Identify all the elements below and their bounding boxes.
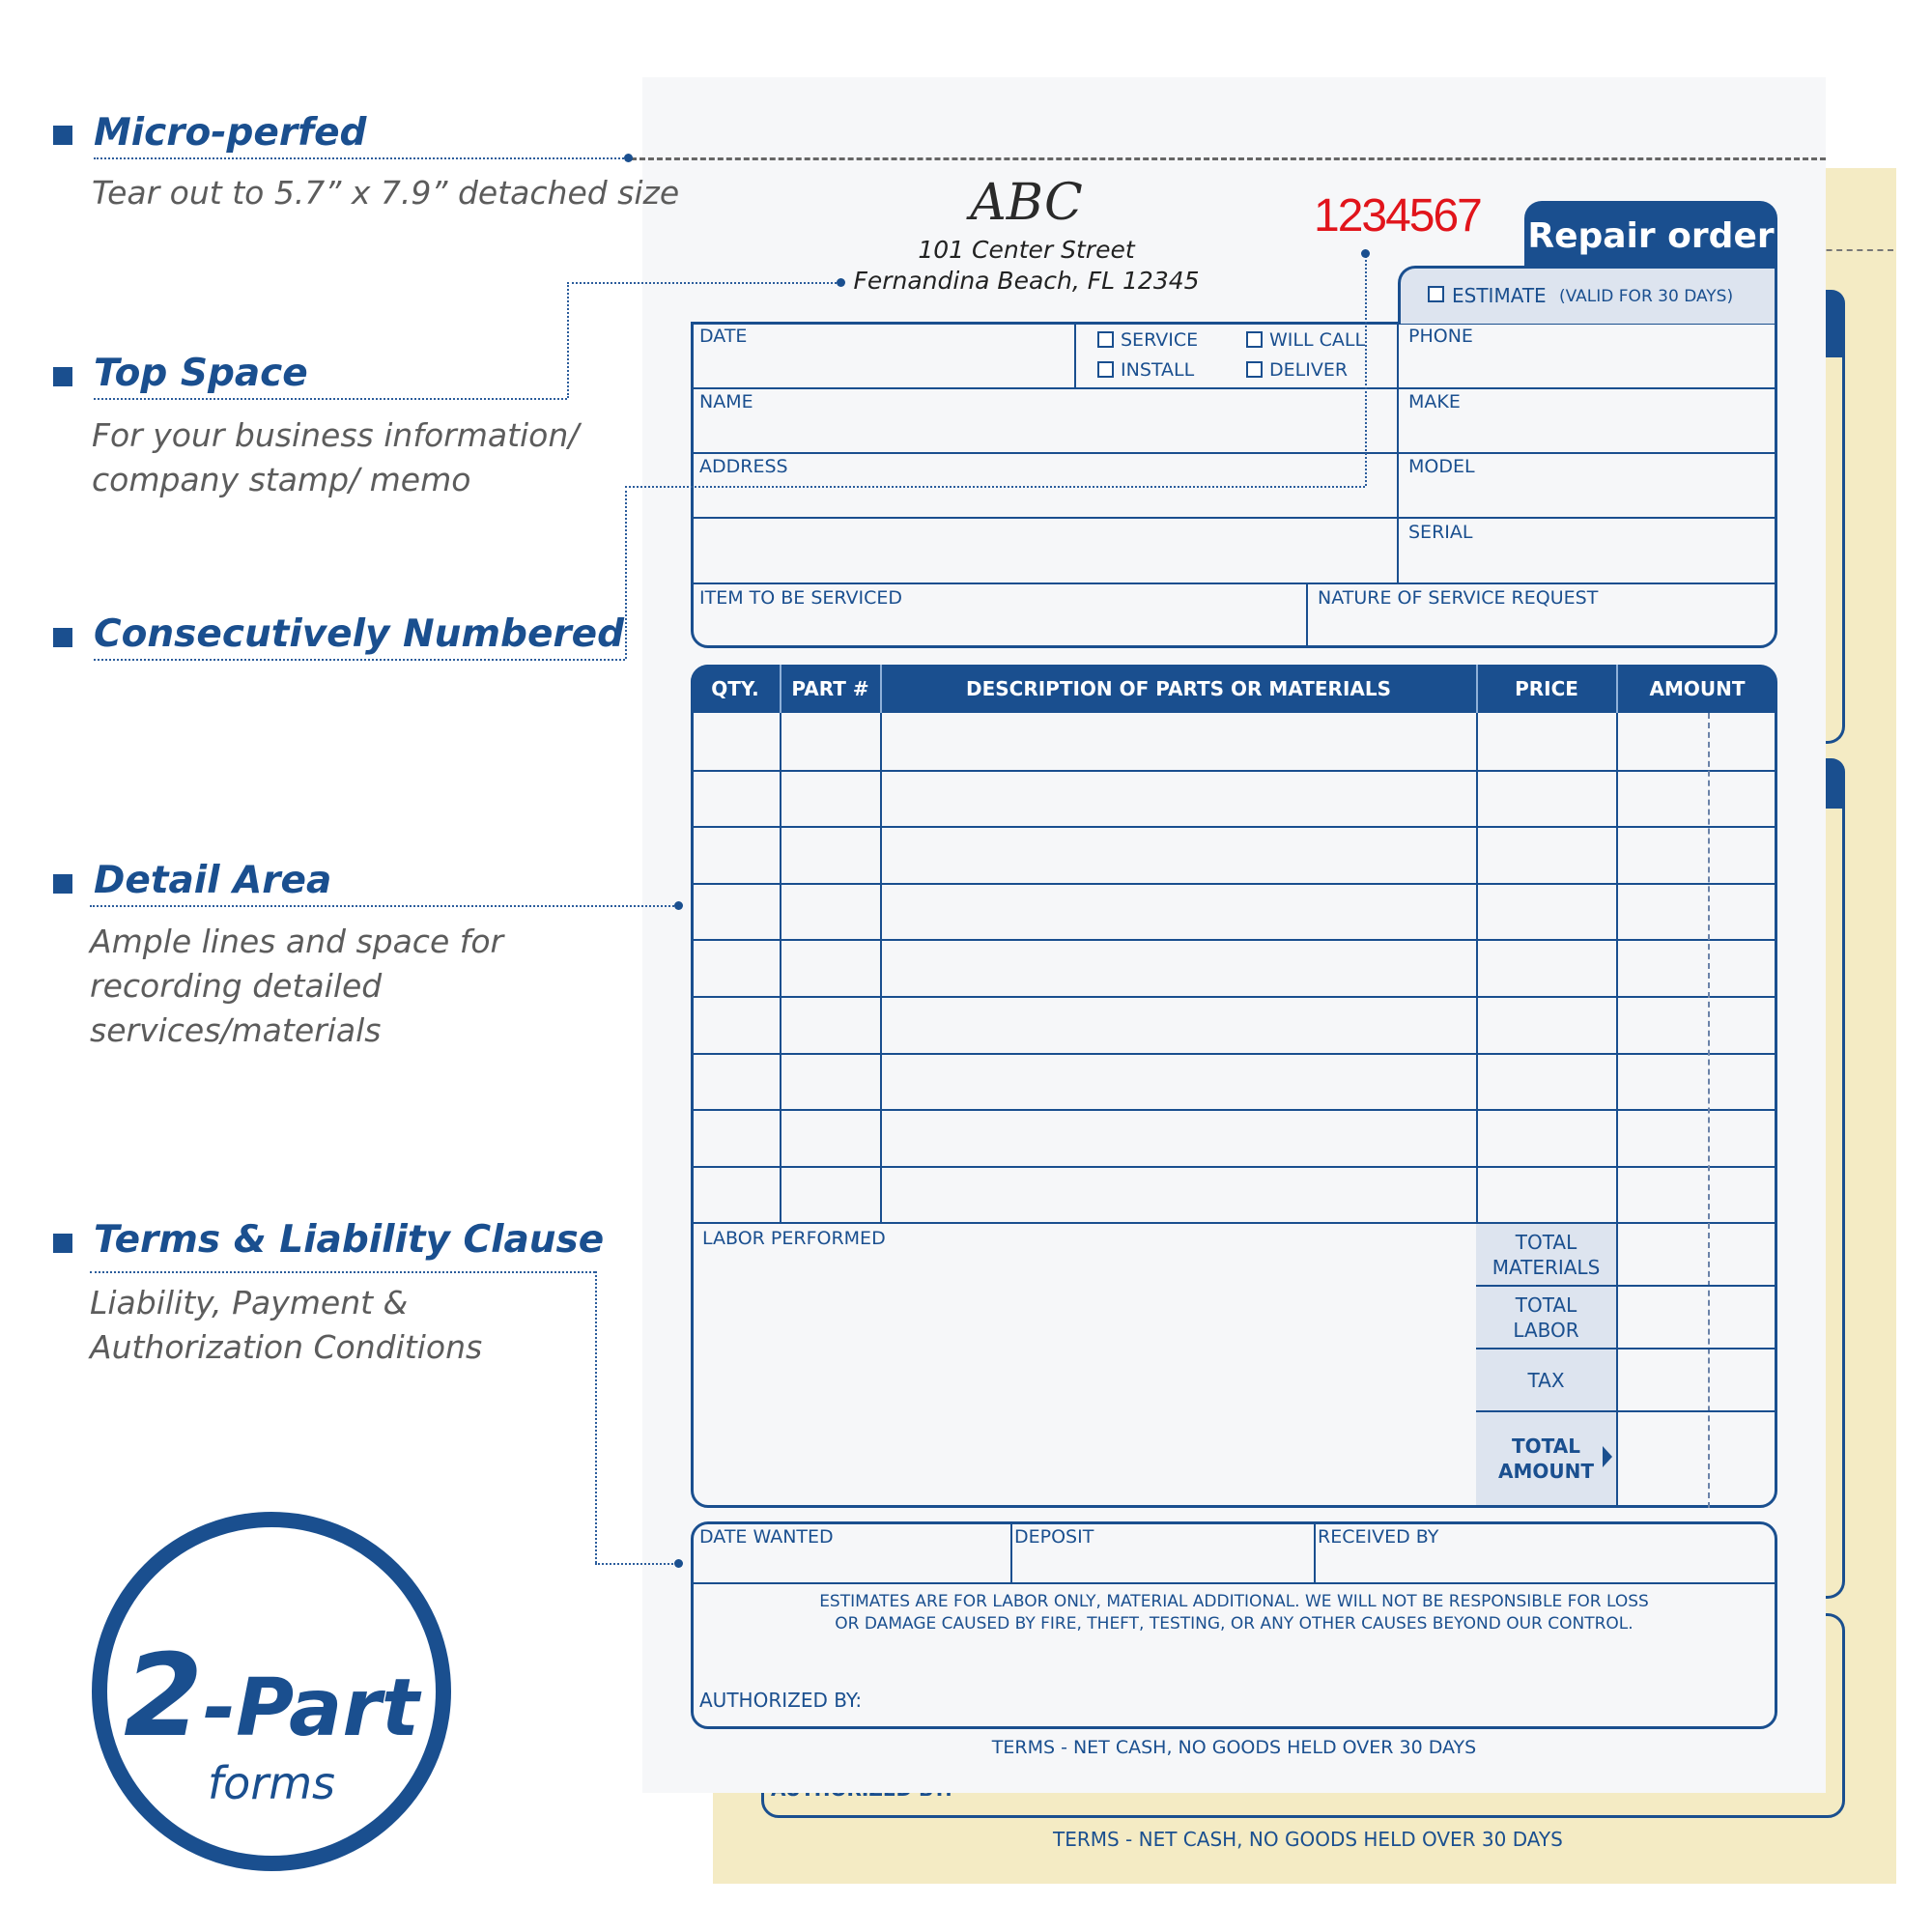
table-row-line	[691, 770, 1777, 772]
callout-dot-detail-area	[674, 901, 683, 910]
feature-desc-terms-2: Authorization Conditions	[90, 1328, 483, 1366]
deliver-label: DELIVER	[1269, 359, 1349, 381]
total-amount-arrow-icon	[1603, 1446, 1612, 1467]
callout-dot-top-space	[837, 278, 845, 287]
feature-title-detail-area: Detail Area	[94, 859, 332, 902]
table-row-line	[691, 826, 1777, 828]
service-label: SERVICE	[1121, 329, 1199, 351]
feature-desc-detail-area-3: services/materials	[90, 1011, 382, 1049]
table-row-line	[691, 939, 1777, 941]
callout-line-numbered-c	[625, 486, 1365, 488]
total-amount-line2: AMOUNT	[1497, 1460, 1594, 1483]
feature-desc-top-space-1: For your business information/	[92, 416, 580, 454]
callout-line-top-space-b	[567, 282, 569, 398]
disclaimer-line1: ESTIMATES ARE FOR LABOR ONLY, MATERIAL ADDITIONAL. WE WILL NOT BE RESPONSIBLE FOR LOSS	[819, 1592, 1649, 1611]
labor-performed-label: LABOR PERFORMED	[702, 1228, 886, 1249]
terms-text: TERMS - NET CASH, NO GOODS HELD OVER 30 DAYS	[991, 1737, 1477, 1758]
callout-line-top-space-c	[567, 282, 840, 284]
row-line-3	[691, 517, 1777, 519]
badge-number: 2	[124, 1629, 204, 1762]
bottom-divider-2	[1314, 1521, 1316, 1582]
serial-number: 1234567	[1314, 190, 1481, 242]
feature-desc-top-space-2: company stamp/ memo	[92, 461, 471, 498]
callout-dot-terms	[674, 1559, 683, 1568]
total-amount-line1: TOTAL	[1512, 1435, 1580, 1458]
callout-line-micro-perfed	[94, 157, 628, 159]
total-labor-line1: TOTAL	[1515, 1293, 1577, 1317]
callout-line-numbered-d	[1365, 253, 1367, 486]
feature-bullet-4	[53, 874, 72, 894]
header-amount: AMOUNT	[1649, 677, 1746, 700]
callout-dot-micro-perfed	[624, 154, 633, 162]
callout-dot-numbered	[1361, 249, 1370, 258]
company-address-line2: Fernandina Beach, FL 12345	[853, 267, 1200, 295]
bottom-divider-1	[1010, 1521, 1012, 1582]
row-line-1	[691, 387, 1777, 389]
feature-desc-terms-1: Liability, Payment &	[90, 1284, 409, 1321]
item-to-be-serviced-label: ITEM TO BE SERVICED	[699, 587, 903, 609]
feature-bullet-2	[53, 367, 72, 386]
install-label: INSTALL	[1121, 359, 1195, 381]
disclaimer-line2: OR DAMAGE CAUSED BY FIRE, THEFT, TESTING, OR ANY OTHER CAUSES BEYOND OUR CONTROL.	[835, 1614, 1634, 1634]
table-row-line	[691, 1053, 1777, 1055]
total-materials-line2: MATERIALS	[1492, 1255, 1601, 1279]
table-row-line	[691, 883, 1777, 885]
model-label: MODEL	[1408, 456, 1475, 477]
form-title-tab: Repair order	[1524, 201, 1777, 270]
nature-of-service-label: NATURE OF SERVICE REQUEST	[1318, 587, 1599, 609]
divider-item-nature	[1306, 582, 1308, 648]
header-description: DESCRIPTION OF PARTS OR MATERIALS	[965, 677, 1392, 700]
company-name: ABC	[970, 174, 1083, 232]
feature-desc-micro-perfed: Tear out to 5.7” x 7.9” detached size	[92, 174, 680, 212]
total-labor-cell	[1476, 1287, 1616, 1348]
callout-line-detail-area	[90, 905, 677, 907]
date-label: DATE	[699, 326, 748, 347]
service-checkbox[interactable]	[1097, 331, 1114, 348]
install-checkbox[interactable]	[1097, 361, 1114, 378]
serial-label: SERIAL	[1408, 522, 1473, 543]
authorized-by-label: AUTHORIZED BY:	[699, 1689, 863, 1712]
feature-desc-detail-area-1: Ample lines and space for	[90, 923, 504, 960]
feature-desc-detail-area-2: recording detailed	[90, 967, 383, 1005]
table-row-line	[691, 1166, 1777, 1168]
make-label: MAKE	[1408, 391, 1461, 412]
col-line-price	[1616, 713, 1618, 1508]
feature-bullet-3	[53, 628, 72, 647]
feature-title-micro-perfed: Micro-perfed	[94, 111, 367, 155]
date-wanted-label: DATE WANTED	[699, 1526, 834, 1548]
total-amount-cell	[1476, 1412, 1616, 1505]
badge-subtitle: forms	[207, 1757, 336, 1809]
will-call-checkbox[interactable]	[1246, 331, 1263, 348]
callout-line-terms-b	[595, 1271, 597, 1563]
tax-cell	[1476, 1350, 1616, 1410]
callout-line-terms-a	[90, 1271, 595, 1273]
feature-title-terms: Terms & Liability Clause	[94, 1218, 605, 1262]
estimate-label: ESTIMATE	[1452, 284, 1547, 307]
feature-title-top-space: Top Space	[94, 352, 308, 395]
table-row-line	[691, 996, 1777, 998]
header-qty: QTY.	[711, 677, 759, 700]
name-label: NAME	[699, 391, 753, 412]
total-materials-cell	[1476, 1224, 1616, 1285]
estimate-note: (VALID FOR 30 DAYS)	[1559, 287, 1734, 306]
col-line-part	[880, 713, 882, 1223]
feature-bullet-1	[53, 126, 72, 145]
col-line-qty	[780, 713, 781, 1223]
col-line-cents	[1708, 713, 1710, 1508]
feature-bullet-5	[53, 1234, 72, 1253]
callout-line-terms-c	[595, 1563, 677, 1565]
back-perforation-line	[1816, 249, 1893, 251]
feature-title-consecutively-numbered: Consecutively Numbered	[94, 612, 624, 656]
company-address-line1: 101 Center Street	[918, 236, 1135, 264]
total-labor-line2: LABOR	[1513, 1318, 1579, 1342]
back-terms-text: TERMS - NET CASH, NO GOODS HELD OVER 30 DAYS	[1053, 1828, 1563, 1851]
row-line-2	[691, 452, 1777, 454]
received-by-label: RECEIVED BY	[1318, 1526, 1439, 1548]
callout-line-top-space-a	[94, 398, 567, 400]
row-line-4	[691, 582, 1777, 584]
header-part-number: PART #	[791, 677, 869, 700]
bottom-box-line	[691, 1582, 1777, 1584]
will-call-label: WILL CALL	[1269, 329, 1366, 351]
phone-label: PHONE	[1408, 326, 1473, 347]
badge-suffix: -Part	[203, 1662, 419, 1754]
two-part-badge	[92, 1512, 451, 1871]
estimate-checkbox[interactable]	[1428, 286, 1444, 302]
callout-line-numbered-b	[625, 486, 627, 659]
divider-date-checkboxes	[1074, 322, 1076, 387]
header-price: PRICE	[1515, 677, 1578, 700]
tax-label: TAX	[1527, 1368, 1565, 1392]
address-label: ADDRESS	[699, 456, 788, 477]
deposit-label: DEPOSIT	[1014, 1526, 1094, 1548]
micro-perforation-line	[631, 157, 1826, 160]
table-row-line	[691, 1109, 1777, 1111]
deliver-checkbox[interactable]	[1246, 361, 1263, 378]
callout-line-numbered-a	[94, 659, 625, 661]
total-materials-line1: TOTAL	[1515, 1230, 1577, 1254]
badge-title	[107, 1629, 436, 1762]
